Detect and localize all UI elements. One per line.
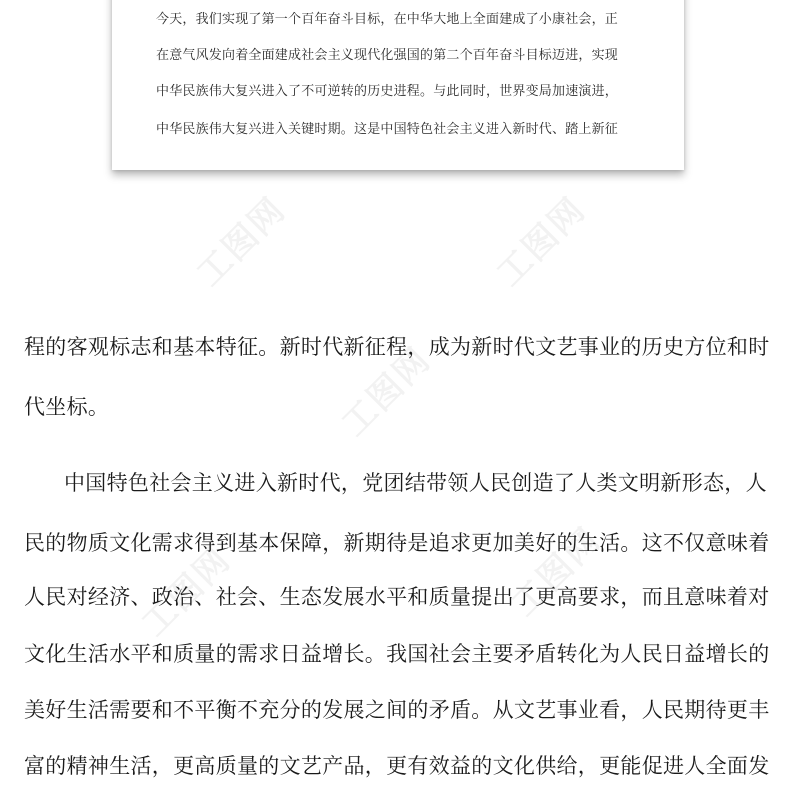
paragraph-line: 人民对经济、政治、社会、生态发展水平和质量提出了更高要求，而且意味着对 bbox=[24, 585, 770, 609]
quote-line: 今天，我们实现了第一个百年奋斗目标，在中华大地上全面建成了小康社会，正 bbox=[156, 12, 619, 27]
watermark: 工图网 bbox=[334, 339, 439, 445]
paragraph-line: 富的精神生活，更高质量的文艺产品，更有效益的文化供给，更能促进人全面发 bbox=[24, 754, 770, 778]
paragraph-line: 文化生活水平和质量的需求日益增长。我国社会主要矛盾转化为人民日益增长的 bbox=[24, 642, 770, 666]
watermark: 工图网 bbox=[134, 539, 239, 645]
quote-line: 在意气风发向着全面建成社会主义现代化强国的第二个百年奋斗目标迈进，实现 bbox=[156, 48, 619, 63]
watermark: 工图网 bbox=[489, 189, 594, 295]
quote-line: 中华民族伟大复兴进入了不可逆转的历史进程。与此同时，世界变局加速演进， bbox=[156, 84, 619, 99]
paragraph-line: 代坐标。 bbox=[24, 395, 110, 419]
quote-line: 中华民族伟大复兴进入关键时期。这是中国特色社会主义进入新时代、踏上新征 bbox=[156, 122, 619, 137]
watermark: 工图网 bbox=[189, 189, 294, 295]
quote-card bbox=[112, 0, 684, 170]
paragraph-line: 中国特色社会主义进入新时代，党团结带领人民创造了人类文明新形态，人 bbox=[64, 471, 767, 495]
paragraph-line: 美好生活需要和不平衡不充分的发展之间的矛盾。从文艺事业看，人民期待更丰 bbox=[24, 698, 770, 722]
paragraph-line: 程的客观标志和基本特征。新时代新征程，成为新时代文艺事业的历史方位和时 bbox=[24, 335, 770, 359]
watermark: 工图网 bbox=[504, 519, 609, 625]
paragraph-line: 民的物质文化需求得到基本保障，新期待是追求更加美好的生活。这不仅意味着 bbox=[24, 531, 770, 555]
